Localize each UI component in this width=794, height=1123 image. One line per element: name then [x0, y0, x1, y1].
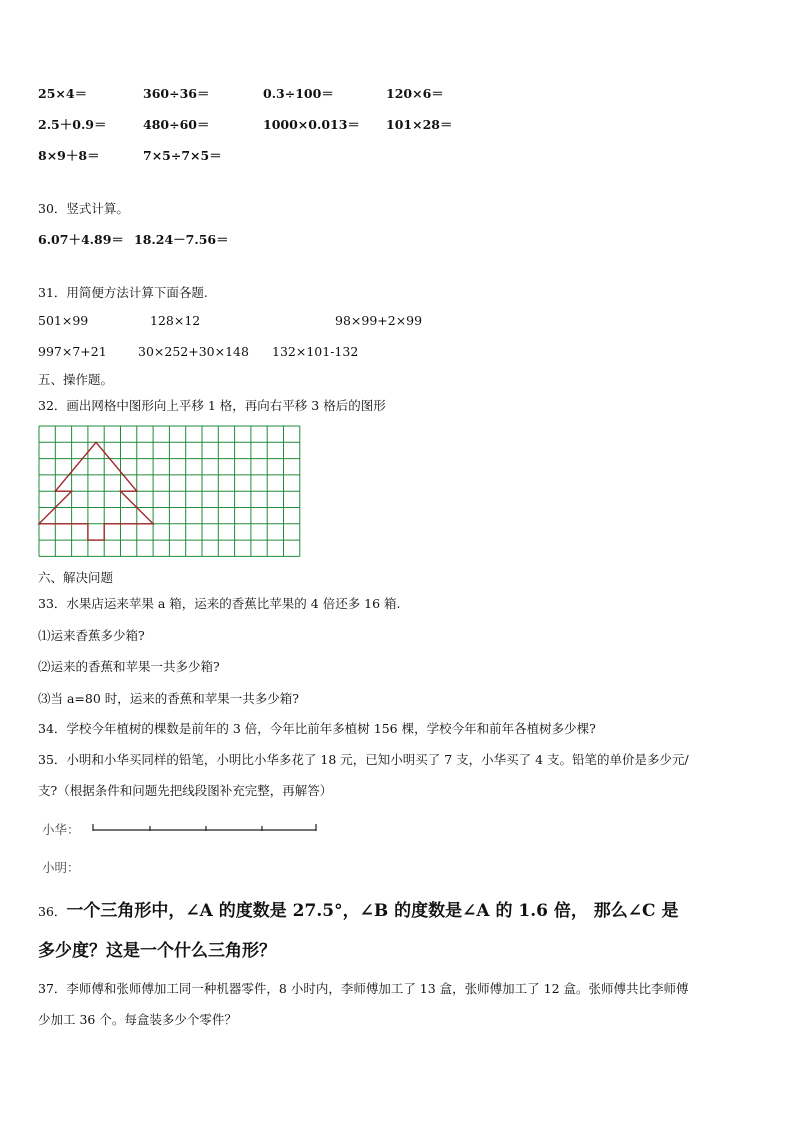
- calc-item: 1000×0.013＝: [263, 117, 360, 132]
- q30-title: 30．竖式计算。: [38, 201, 129, 216]
- q37-line1: 37．李师傅和张师傅加工同一种机器零件，8 小时内，李师傅加工了 13 盒，张师傅加工了 12 盒。张师傅共比李师傅: [38, 981, 689, 996]
- q34-text: 34．学校今年植树的棵数是前年的 3 倍，今年比前年多植树 156 棵，学校今年和前年各植树多少棵?: [38, 721, 596, 736]
- q36-line2: 多少度？这是一个什么三角形？: [38, 941, 276, 961]
- section-5-heading: 五、操作题。: [38, 372, 114, 387]
- q37-line2: 少加工 36 个。每盒装多少个零件？: [38, 1012, 237, 1027]
- calc-item: 360÷36＝: [143, 86, 210, 101]
- section-6-heading: 六、解决问题: [38, 570, 114, 585]
- grid-figure: [38, 425, 300, 558]
- calc-item: 8×9＋8＝: [38, 148, 100, 163]
- q31-item: 128×12: [150, 313, 201, 328]
- calc-item: 120×6＝: [386, 86, 444, 101]
- q31-item: 98×99+2×99: [335, 313, 423, 328]
- q36-text-1: 一个三角形中，∠A 的度数是 27.5°，∠B 的度数是∠A 的 1.6 倍， 那么∠C 是: [66, 901, 679, 921]
- label-xiaohua: 小华：: [42, 822, 80, 837]
- q33-title: 33．水果店运来苹果 a 箱，运来的香蕉比苹果的 4 倍还多 16 箱.: [38, 596, 401, 611]
- q36-number: 36．: [38, 904, 67, 919]
- calc-item: 7×5÷7×5＝: [143, 148, 222, 163]
- q33-sub2: ⑵运来的香蕉和苹果一共多少箱?: [38, 659, 220, 674]
- q30-item: 6.07＋4.89＝: [38, 232, 124, 247]
- q32-text: 32．画出网格中图形向上平移 1 格，再向右平移 3 格后的图形: [38, 398, 386, 413]
- calc-item: 2.5＋0.9＝: [38, 117, 107, 132]
- calc-item: 480÷60＝: [143, 117, 210, 132]
- calc-item: 101×28＝: [386, 117, 453, 132]
- q31-title: 31．用简便方法计算下面各题.: [38, 285, 208, 300]
- q35-line2: 支?（根据条件和问题先把线段图补充完整，再解答）: [38, 783, 333, 798]
- q31-item: 997×7+21: [38, 344, 107, 359]
- calc-item: 0.3÷100＝: [263, 86, 334, 101]
- q36-line1: [38, 896, 679, 921]
- q33-sub3: ⑶当 a=80 时，运来的香蕉和苹果一共多少箱?: [38, 691, 299, 706]
- q35-line1: 35．小明和小华买同样的铅笔，小明比小华多花了 18 元，已知小明买了 7 支，小华买了 4 支。铅笔的单价是多少元/: [38, 752, 689, 767]
- q30-item: 18.24－7.56＝: [134, 232, 229, 247]
- q33-sub1: ⑴运来香蕉多少箱?: [38, 628, 145, 643]
- q31-item: 30×252+30×148: [138, 344, 249, 359]
- segment-diagram-xiaohua: [90, 822, 322, 836]
- q31-item: 132×101-132: [272, 344, 359, 359]
- q31-item: 501×99: [38, 313, 89, 328]
- calc-item: 25×4＝: [38, 86, 88, 101]
- label-xiaoming: 小明：: [42, 860, 80, 875]
